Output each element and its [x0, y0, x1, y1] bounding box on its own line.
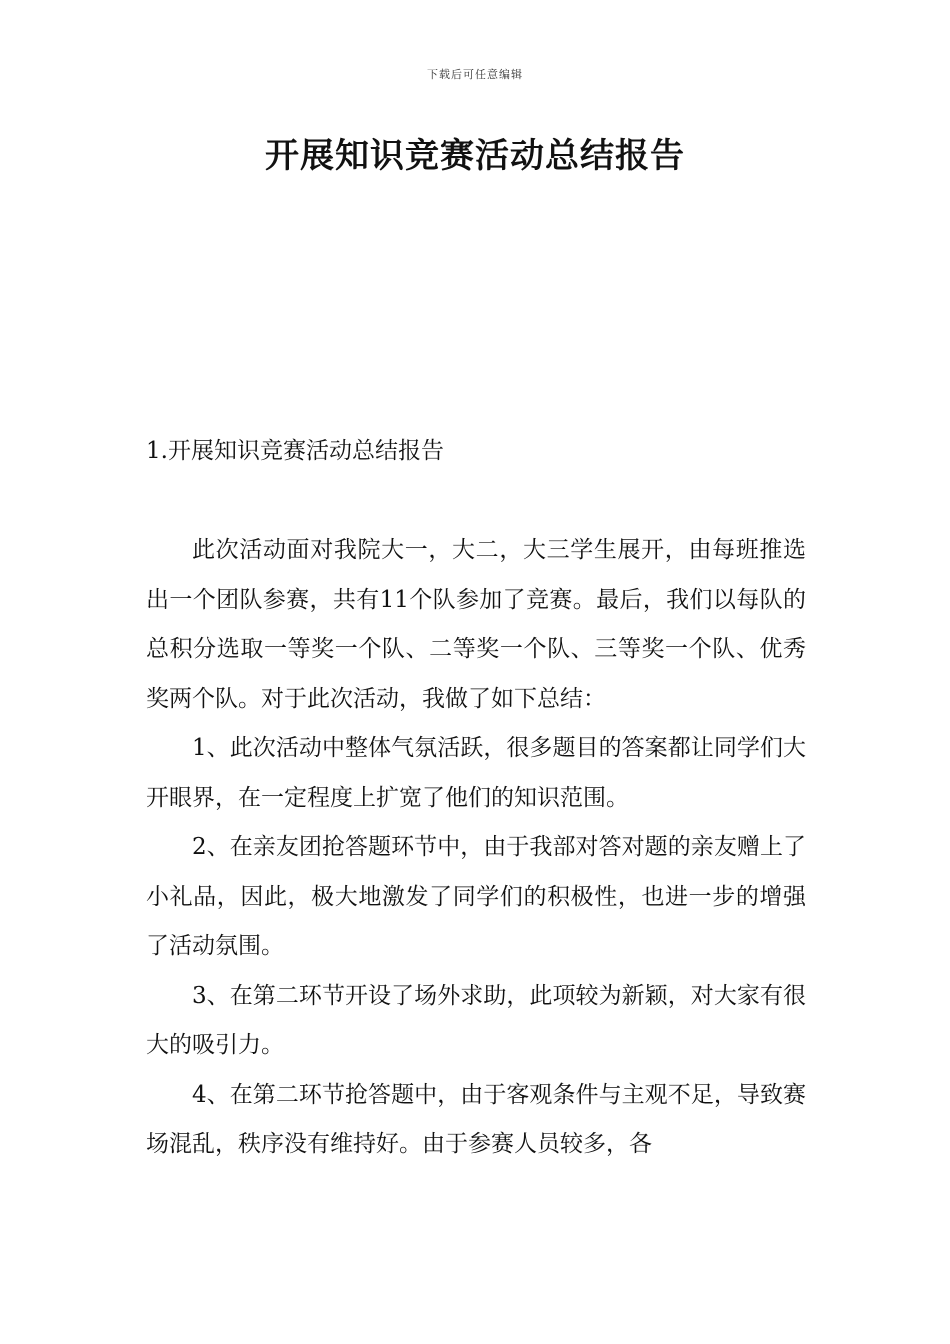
- document-title: 开展知识竞赛活动总结报告: [265, 136, 685, 176]
- paragraph-point-3: 3、在第二环节开设了场外求助，此项较为新颖，对大家有很大的吸引力。: [146, 982, 806, 1058]
- paragraph-intro: 此次活动面对我院大一，大二，大三学生展开，由每班推选出一个团队参赛，共有11个队参加了竞赛。最后，我们以每队的总积分选取一等奖一个队、二等奖一个队、三等奖一个队、优秀奖两个队。对于此次活动，我做了如下总结：: [146, 537, 806, 712]
- header-note: 下载后可任意编辑: [427, 68, 523, 81]
- section-heading: 1.开展知识竞赛活动总结报告: [146, 438, 444, 464]
- paragraph-point-2: 2、在亲友团抢答题环节中，由于我部对答对题的亲友赠上了小礼品，因此，极大地激发了同学们的积极性，也进一步的增强了活动氛围。: [146, 834, 806, 959]
- paragraph-point-4: 4、在第二环节抢答题中，由于客观条件与主观不足，导致赛场混乱，秩序没有维持好。由于参赛人员较多，各: [146, 1081, 806, 1157]
- body-text: [146, 526, 806, 1170]
- paragraph-point-1: 1、此次活动中整体气氛活跃，很多题目的答案都让同学们大开眼界，在一定程度上扩宽了他们的知识范围。: [146, 735, 806, 811]
